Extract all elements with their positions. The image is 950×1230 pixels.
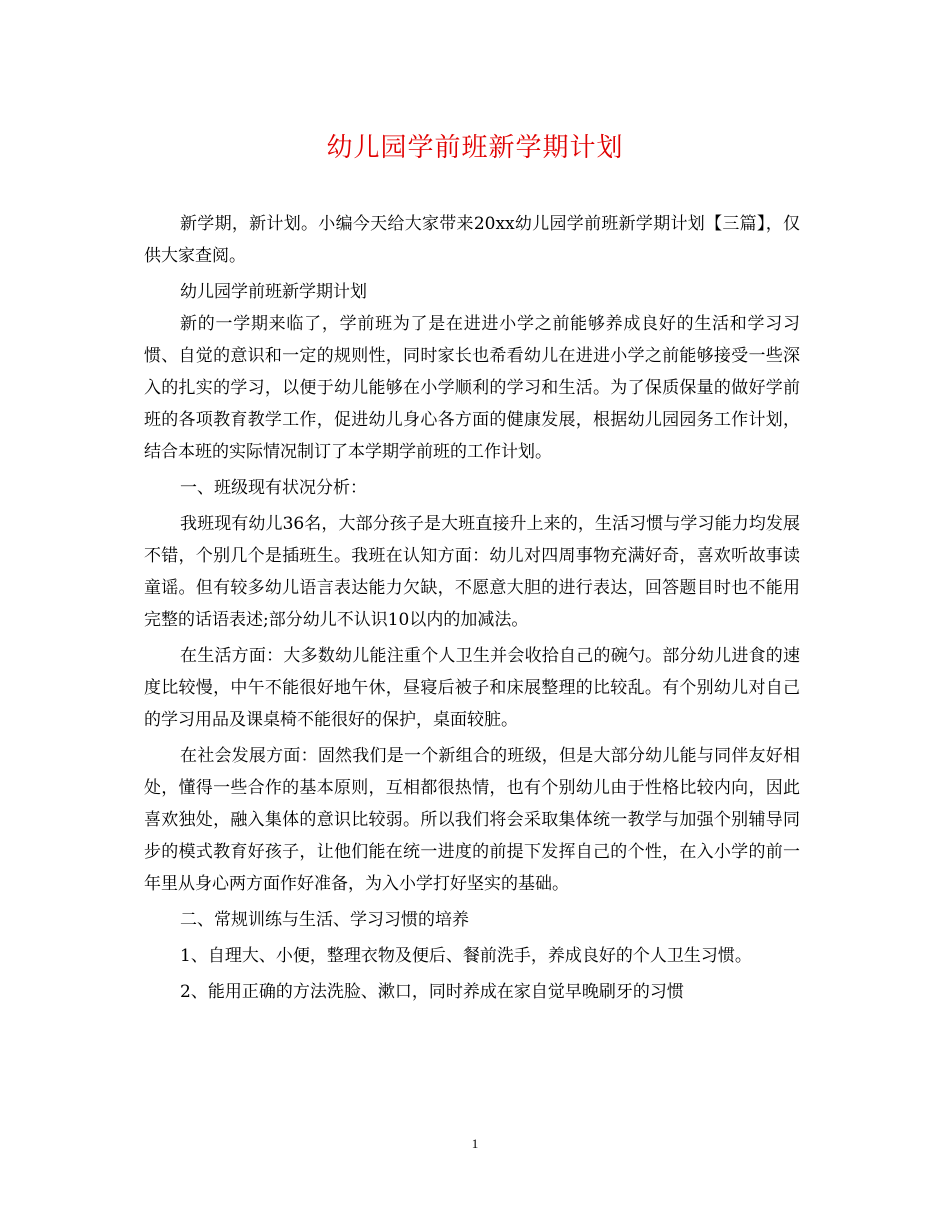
section-heading-1: 一、班级现有状况分析： — [180, 478, 367, 498]
paragraph-living: 在生活方面：大多数幼儿能注重个人卫生并会收拾自己的碗勺。部分幼儿进食的速度比较慢，中午不能很好地午休，昼寝后被子和床展整理的比较乱。有个别幼儿对自己的学习用品及课桌椅不能很好的保护，桌面较脏。 — [144, 646, 800, 730]
document-title: 幼儿园学前班新学期计划 — [326, 133, 624, 163]
paragraph-social: 在社会发展方面：固然我们是一个新组合的班级，但是大部分幼儿能与同伴友好相处，懂得一些合作的基本原则，互相都很热情，也有个别幼儿由于性格比较内向，因此喜欢独处，融入集体的意识比较弱。所以我们将会采取集体统一教学与加强个别辅导同步的模式教育好孩子，让他们能在统一进度的前提下发挥自己的个性，在入小学的前一年里从身心两方面作好准备，为入小学打好坚实的基础。 — [144, 746, 800, 894]
list-item-2: 2、能用正确的方法洗脸、漱口，同时养成在家自觉早晚刷牙的习惯 — [180, 982, 684, 1002]
paragraph-overview: 新的一学期来临了，学前班为了是在进进小学之前能够养成良好的生活和学习习惯、自觉的意识和一定的规则性，同时家长也希看幼儿在进进小学之前能够接受一些深入的扎实的学习，以便于幼儿能够在小学顺利的学习和生活。为了保质保量的做好学前班的各项教育教学工作，促进幼儿身心各方面的健康发展，根据幼儿园园务工作计划，结合本班的实际情况制订了本学期学前班的工作计划。 — [144, 314, 800, 462]
list-item-1: 1、自理大、小便，整理衣物及便后、餐前洗手，养成良好的个人卫生习惯。 — [180, 946, 752, 966]
page-number: 1 — [471, 1136, 479, 1151]
paragraph-subtitle: 幼儿园学前班新学期计划 — [180, 282, 367, 302]
section-heading-2: 二、常规训练与生活、学习习惯的培养 — [180, 910, 469, 930]
paragraph-intro: 新学期，新计划。小编今天给大家带来20xx幼儿园学前班新学期计划【三篇】，仅供大家查阅。 — [144, 214, 800, 266]
paragraph-cognition: 我班现有幼儿36名，大部分孩子是大班直接升上来的，生活习惯与学习能力均发展不错，个别几个是插班生。我班在认知方面：幼儿对四周事物充满好奇，喜欢听故事读童谣。但有较多幼儿语言表达能力欠缺，不愿意大胆的进行表达，回答题目时也不能用完整的话语表述;部分幼儿不认识10以内的加减法。 — [144, 514, 800, 630]
document-body — [144, 208, 800, 1008]
